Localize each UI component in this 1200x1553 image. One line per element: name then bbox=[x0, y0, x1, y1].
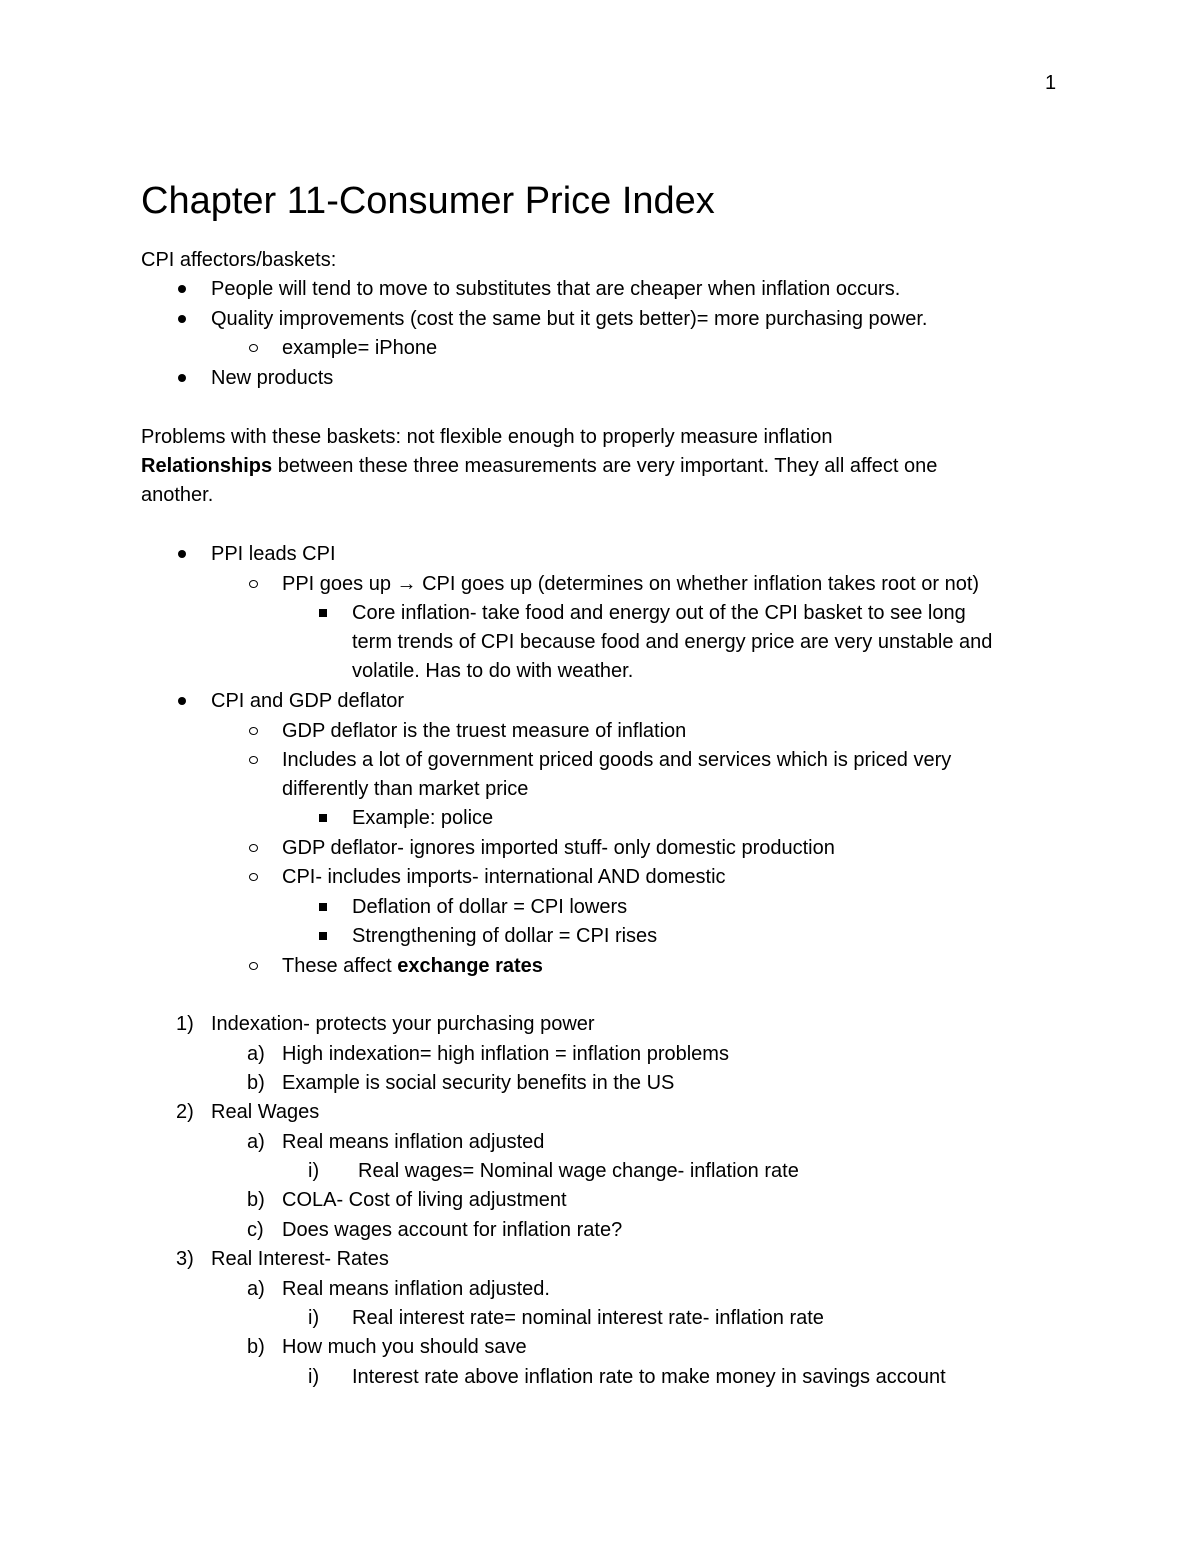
list-letter: a) bbox=[247, 1131, 265, 1153]
circle-bullet-icon bbox=[249, 962, 258, 970]
exchange-rates-bold: exchange rates bbox=[397, 955, 543, 977]
list-item: Real Wages bbox=[211, 1101, 320, 1123]
bullet-icon bbox=[178, 697, 186, 705]
list-letter: a) bbox=[247, 1043, 265, 1065]
list-item-continued: term trends of CPI because food and energy price are very unstable and bbox=[352, 631, 993, 653]
list-item: New products bbox=[211, 367, 334, 389]
square-bullet-icon bbox=[319, 903, 327, 911]
relationships-text bbox=[141, 452, 937, 481]
list-roman: i) bbox=[308, 1366, 320, 1388]
list-item: GDP deflator is the truest measure of inflation bbox=[282, 720, 687, 742]
list-item: PPI leads CPI bbox=[211, 543, 336, 565]
page-number: 1 bbox=[1045, 72, 1057, 94]
list-item: Example: police bbox=[352, 807, 494, 829]
list-roman: i) bbox=[308, 1160, 320, 1182]
list-number: 2) bbox=[176, 1101, 194, 1123]
list-item: example= iPhone bbox=[282, 337, 438, 359]
list-letter: b) bbox=[247, 1336, 265, 1358]
list-item: Real wages= Nominal wage change- inflation rate bbox=[358, 1160, 799, 1182]
list-item-continued: differently than market price bbox=[282, 778, 529, 800]
list-item: Includes a lot of government priced goods and services which is priced very bbox=[282, 749, 952, 771]
list-item: GDP deflator- ignores imported stuff- only domestic production bbox=[282, 837, 835, 859]
list-item: Core inflation- take food and energy out of the CPI basket to see long bbox=[352, 602, 966, 624]
list-roman: i) bbox=[308, 1307, 320, 1329]
list-item bbox=[282, 952, 543, 981]
bullet-icon bbox=[178, 550, 186, 558]
page-title: Chapter 11-Consumer Price Index bbox=[141, 180, 715, 222]
list-number: 3) bbox=[176, 1248, 194, 1270]
circle-bullet-icon bbox=[249, 580, 258, 588]
list-item: Deflation of dollar = CPI lowers bbox=[352, 896, 628, 918]
circle-bullet-icon bbox=[249, 756, 258, 764]
list-letter: b) bbox=[247, 1189, 265, 1211]
circle-bullet-icon bbox=[249, 344, 258, 352]
circle-bullet-icon bbox=[249, 844, 258, 852]
list-letter: c) bbox=[247, 1219, 264, 1241]
list-item: Quality improvements (cost the same but it gets better)= more purchasing power. bbox=[211, 308, 928, 330]
list-item: Real Interest- Rates bbox=[211, 1248, 389, 1270]
list-item-continued: volatile. Has to do with weather. bbox=[352, 660, 634, 682]
list-letter: b) bbox=[247, 1072, 265, 1094]
list-item: High indexation= high inflation = inflation problems bbox=[282, 1043, 729, 1065]
bullet-icon bbox=[178, 315, 186, 323]
relationships-text-line2: another. bbox=[141, 484, 214, 506]
list-item: Real means inflation adjusted. bbox=[282, 1278, 550, 1300]
list-letter: a) bbox=[247, 1278, 265, 1300]
list-item: PPI goes up → CPI goes up (determines on whether inflation takes root or not) bbox=[282, 573, 980, 595]
circle-bullet-icon bbox=[249, 727, 258, 735]
problems-text: Problems with these baskets: not flexible enough to properly measure inflation bbox=[141, 426, 833, 448]
relationships-rest: between these three measurements are very important. They all affect one bbox=[272, 455, 938, 477]
list-item: People will tend to move to substitutes that are cheaper when inflation occurs. bbox=[211, 278, 901, 300]
list-item: How much you should save bbox=[282, 1336, 527, 1358]
list-item: Does wages account for inflation rate? bbox=[282, 1219, 623, 1241]
list-item: Example is social security benefits in the US bbox=[282, 1072, 675, 1094]
list-item: COLA- Cost of living adjustment bbox=[282, 1189, 567, 1211]
square-bullet-icon bbox=[319, 814, 327, 822]
cpi-heading: CPI affectors/baskets: bbox=[141, 249, 337, 271]
list-item-text: These affect bbox=[282, 955, 398, 977]
square-bullet-icon bbox=[319, 609, 327, 617]
list-item: Real means inflation adjusted bbox=[282, 1131, 545, 1153]
list-number: 1) bbox=[176, 1013, 194, 1035]
list-item: Real interest rate= nominal interest rate- inflation rate bbox=[352, 1307, 824, 1329]
list-item: CPI and GDP deflator bbox=[211, 690, 405, 712]
list-item: Indexation- protects your purchasing power bbox=[211, 1013, 595, 1035]
relationships-bold: Relationships bbox=[141, 455, 273, 477]
bullet-icon bbox=[178, 374, 186, 382]
bullet-icon bbox=[178, 285, 186, 293]
circle-bullet-icon bbox=[249, 873, 258, 881]
list-item: CPI- includes imports- international AND domestic bbox=[282, 866, 726, 888]
square-bullet-icon bbox=[319, 932, 327, 940]
list-item: Strengthening of dollar = CPI rises bbox=[352, 925, 658, 947]
list-item: Interest rate above inflation rate to make money in savings account bbox=[352, 1366, 946, 1388]
